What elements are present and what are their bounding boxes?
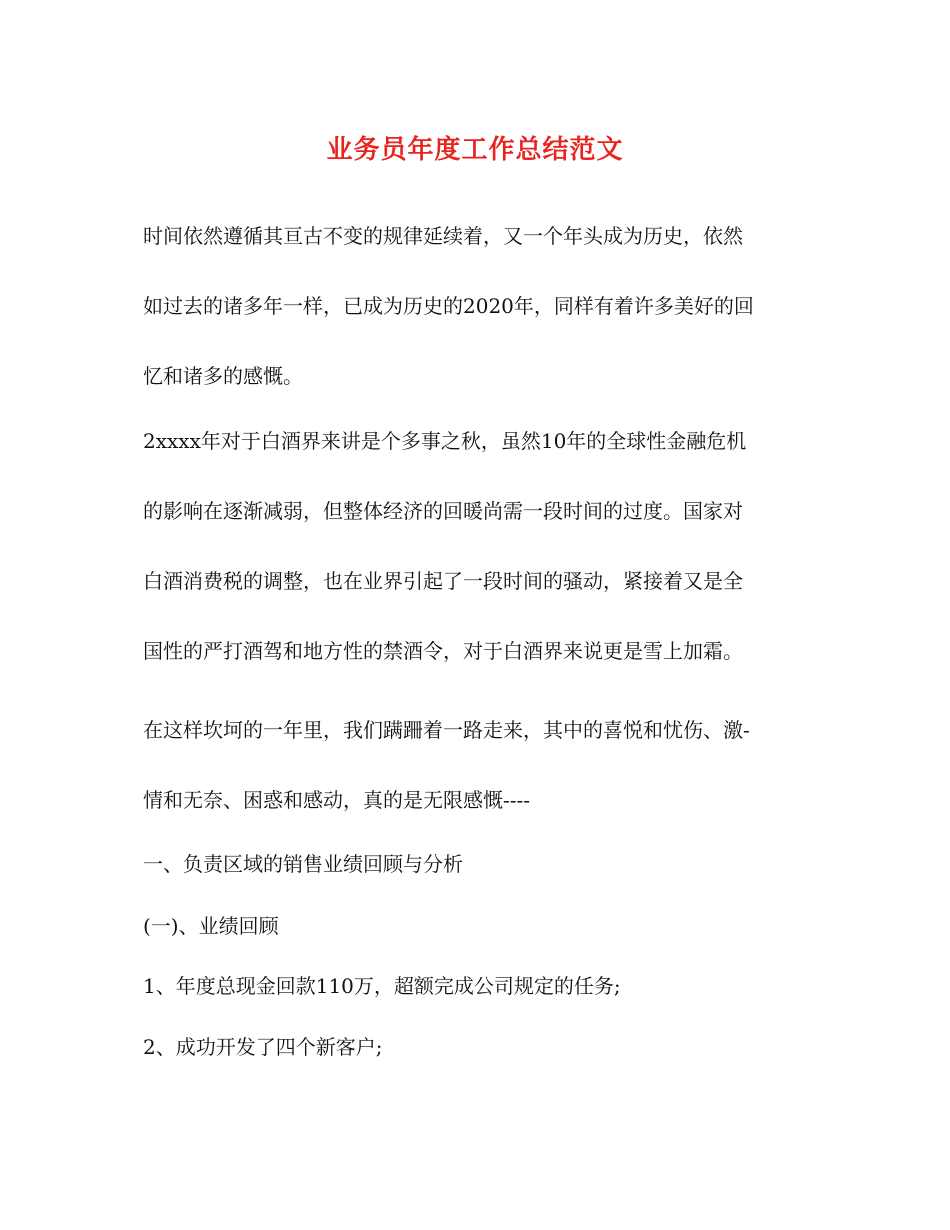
paragraph-line: 如过去的诸多年一样，已成为历史的2020年，同样有着许多美好的回 <box>143 294 754 318</box>
document-title: 业务员年度工作总结范文 <box>326 135 624 165</box>
paragraph-line: 的影响在逐渐减弱，但整体经济的回暖尚需一段时间的过度。国家对 <box>143 499 743 523</box>
list-item: 1、年度总现金回款110万，超额完成公司规定的任务; <box>143 974 621 998</box>
paragraph-line: 国性的严打酒驾和地方性的禁酒令，对于白酒界来说更是雪上加霜。 <box>143 639 743 663</box>
list-item: 2、成功开发了四个新客户; <box>143 1035 383 1059</box>
section-heading: 一、负责区域的销售业绩回顾与分析 <box>143 852 463 876</box>
paragraph-line: 忆和诸多的感慨。 <box>143 364 303 388</box>
subsection-heading: (一)、业绩回顾 <box>143 914 279 938</box>
paragraph-line: 2xxxx年对于白酒界来讲是个多事之秋，虽然10年的全球性金融危机 <box>143 429 747 453</box>
paragraph-line: 时间依然遵循其亘古不变的规律延续着，又一个年头成为历史，依然 <box>143 224 743 248</box>
paragraph-line: 在这样坎坷的一年里，我们蹒跚着一路走来，其中的喜悦和忧伤、激- <box>143 718 750 742</box>
paragraph-line: 白酒消费税的调整，也在业界引起了一段时间的骚动，紧接着又是全 <box>143 569 743 593</box>
paragraph-line: 情和无奈、困惑和感动，真的是无限感慨---- <box>143 788 531 812</box>
